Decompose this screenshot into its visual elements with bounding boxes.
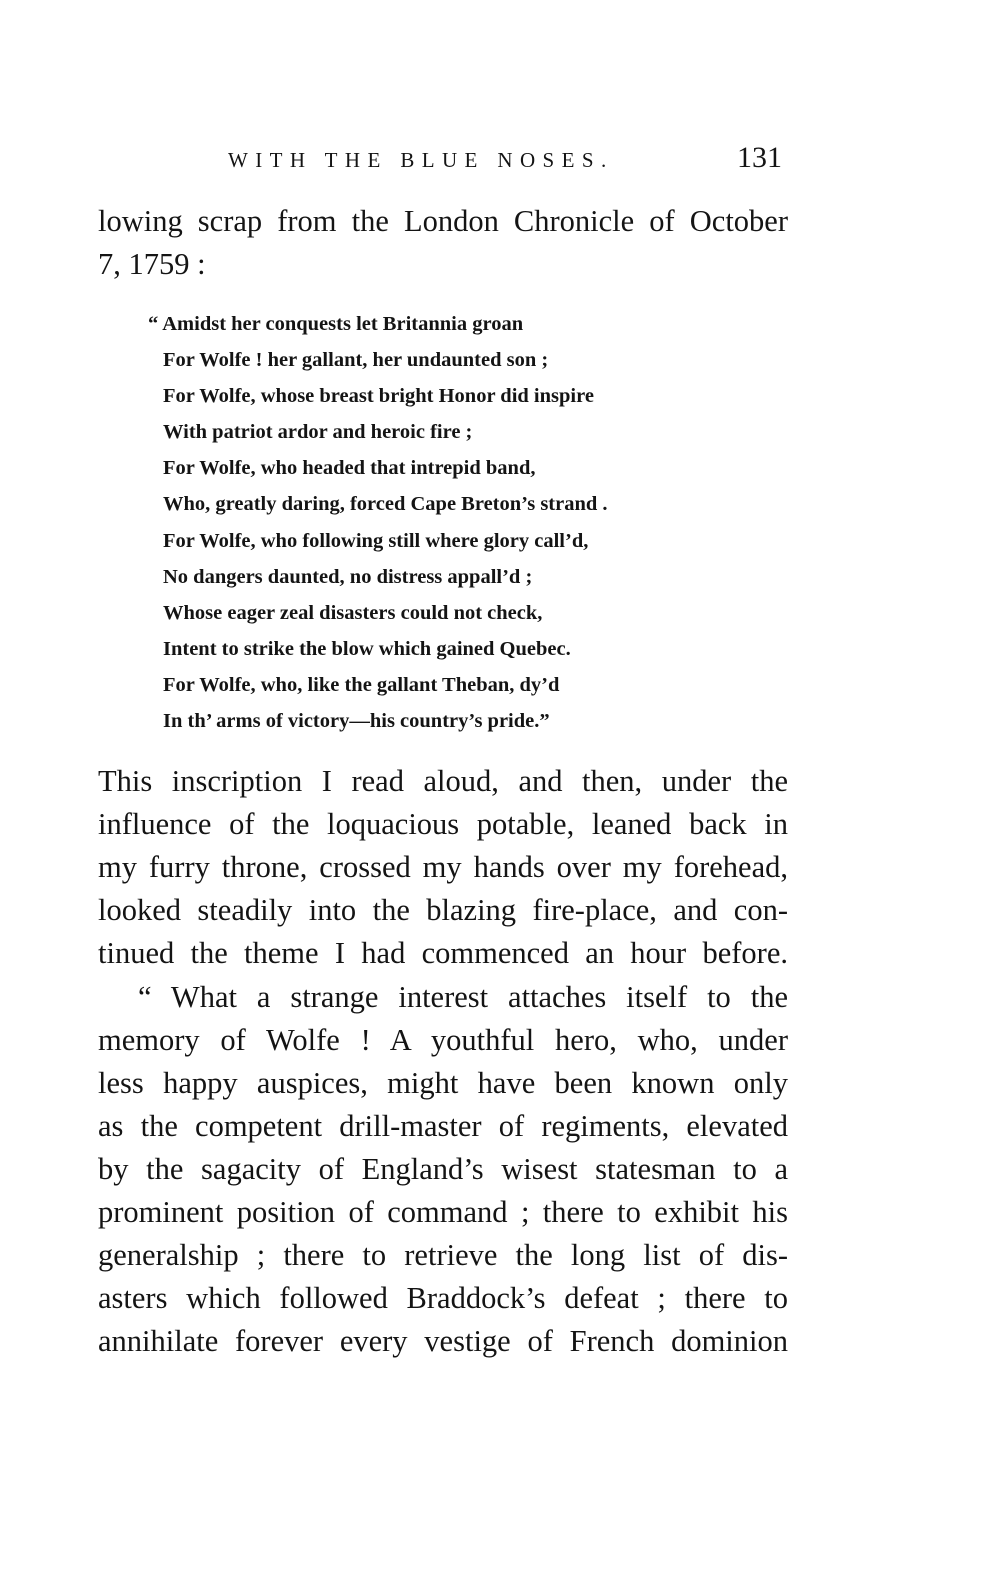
verse-block bbox=[148, 306, 748, 739]
verse-line: Whose eager zeal disasters could not check, bbox=[163, 601, 543, 624]
text-line: less happy auspices, might have been known only bbox=[98, 1066, 788, 1100]
text-line: influence of the loquacious potable, leaned back in bbox=[98, 807, 788, 841]
page-number: 131 bbox=[737, 141, 782, 174]
text-line: memory of Wolfe ! A youthful hero, who, under bbox=[98, 1023, 788, 1057]
intro-paragraph bbox=[98, 200, 788, 286]
text-line: This inscription I read aloud, and then, under the bbox=[98, 764, 788, 798]
text-line: asters which followed Braddock’s defeat ; there to bbox=[98, 1281, 788, 1315]
text-line: tinued the theme I had commenced an hour before. bbox=[98, 936, 788, 970]
verse-line: Who, greatly daring, forced Cape Breton’s strand . bbox=[163, 493, 608, 516]
verse-line: With patriot ardor and heroic fire ; bbox=[163, 421, 473, 444]
text-line: by the sagacity of England’s wisest statesman to a bbox=[98, 1152, 788, 1186]
text-line: 7, 1759 : bbox=[98, 247, 206, 281]
text-line: prominent position of command ; there to exhibit his bbox=[98, 1195, 788, 1229]
paragraph-wolfe bbox=[98, 976, 788, 1363]
text-line: annihilate forever every vestige of French dominion bbox=[98, 1324, 788, 1358]
verse-line: For Wolfe, who headed that intrepid band, bbox=[163, 457, 536, 480]
text-line: “ What a strange interest attaches itself to the bbox=[138, 980, 788, 1014]
running-title: WITH THE BLUE NOSES. bbox=[228, 148, 614, 172]
text-line: lowing scrap from the London Chronicle of October bbox=[98, 204, 788, 238]
verse-line: No dangers daunted, no distress appall’d ; bbox=[163, 565, 533, 588]
verse-line: For Wolfe, who following still where glory call’d, bbox=[163, 529, 589, 552]
verse-line: Intent to strike the blow which gained Quebec. bbox=[163, 637, 571, 660]
text-line: looked steadily into the blazing fire-place, and con- bbox=[98, 893, 788, 927]
paragraph-inscription bbox=[98, 760, 788, 975]
verse-line: For Wolfe ! her gallant, her undaunted son ; bbox=[163, 349, 549, 372]
verse-line: “ Amidst her conquests let Britannia groan bbox=[148, 313, 524, 335]
running-head bbox=[98, 140, 788, 180]
verse-line: In th’ arms of victory—his country’s pride.” bbox=[163, 710, 550, 733]
text-line: generalship ; there to retrieve the long list of dis- bbox=[98, 1238, 788, 1272]
text-line: as the competent drill-master of regiments, elevated bbox=[98, 1109, 788, 1143]
verse-line: For Wolfe, who, like the gallant Theban, dy’d bbox=[163, 673, 560, 696]
text-line: my furry throne, crossed my hands over my forehead, bbox=[98, 850, 788, 884]
verse-line: For Wolfe, whose breast bright Honor did inspire bbox=[163, 385, 594, 408]
